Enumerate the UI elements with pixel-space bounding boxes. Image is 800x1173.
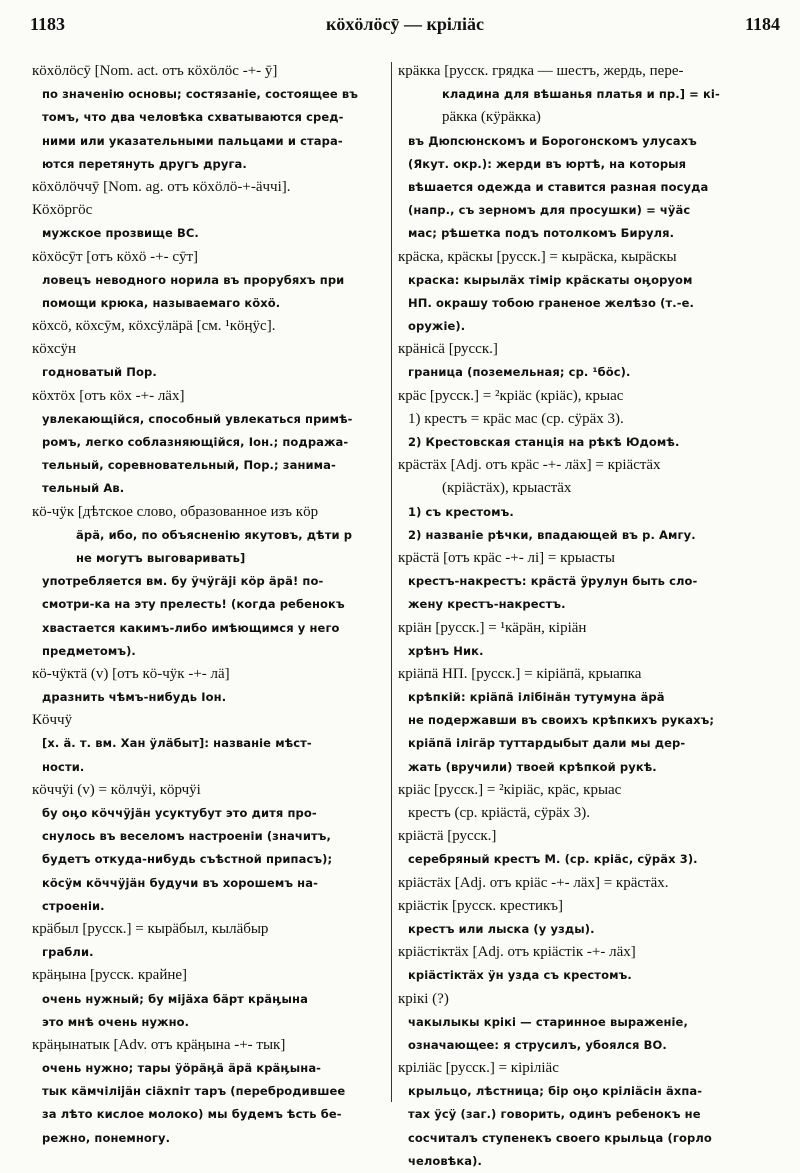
entry-text-line: (Якут. окр.): жерди въ юртѣ, на которыя <box>408 156 687 171</box>
entry-text-line: кладина для вѣшанья платья и пр.] = кі- <box>442 87 720 102</box>
entry-text-line: чакылыкы крікі — старинное выраженіе, <box>408 1014 688 1029</box>
entry-text-line: снулось въ веселомъ настроеніи (значитъ, <box>42 829 332 844</box>
entry-text-line: 1) крестъ = крӓс мас (ср. сӱрӓх 3). <box>408 410 624 427</box>
entry-headword-line: кріӓпӓ НП. [русск.] = кіріӓпӓ, крыапка <box>398 665 642 682</box>
entry-text-line: будетъ откуда-нибудь съѣстной припасъ); <box>42 852 333 867</box>
entry-headword-line: кріӓстіктӓх [Adj. отъ кріӓстік -+- лӓх] <box>398 944 636 961</box>
entry-text-line: 2) Крестовская станція на рѣкѣ Юдомѣ. <box>408 435 680 449</box>
entry-headword-line: крӓӊына [русск. крайне] <box>32 967 188 984</box>
entry-text-line: НП. окрашу тобою граненое желѣзо (т.-е. <box>408 295 694 310</box>
entry-text-line: по значенію основы; состязаніе, состоящее въ <box>42 87 359 102</box>
entry-text-line: кӧсӱм кӧччӱjӓн будучи въ хорошемъ на- <box>42 875 318 890</box>
entry-text-line: не могутъ выговаривать] <box>76 550 246 565</box>
entry-text-line: кріӓстіктӓх ӱн узда съ крестомъ. <box>408 968 632 983</box>
entry-text-line: 1) съ крестомъ. <box>408 504 514 519</box>
entry-text-line: режно, понемногу. <box>42 1130 171 1145</box>
page-header <box>30 14 780 44</box>
entry-text-line: ромъ, легко соблазняющійся, Іон.; подража- <box>42 435 349 449</box>
entry-headword-line: крӓстӓх [Adj. отъ крӓс -+- лӓх] = кріӓстӓх <box>398 457 661 474</box>
entry-headword-line: крікі (?) <box>398 990 449 1007</box>
entry-text-line: предметомъ). <box>42 643 136 658</box>
entry-text-line: означающее: я струсилъ, убоялся ВО. <box>408 1037 667 1052</box>
entry-headword-line: кӧ-чӱк [дѣтское слово, образованное изъ кӧр <box>32 503 319 520</box>
entry-text-line: крѣпкій: кріӓпӓ ілібінӓн тутумуна ӓрӓ <box>408 690 665 705</box>
entry-text-line: въ Дюпсюнскомъ и Борогонскомъ улусахъ <box>408 133 697 148</box>
entry-text-line: мужское прозвище ВС. <box>42 226 199 241</box>
entry-text-line: серебряный крестъ М. (ср. кріӓс, сӱрӓх 3). <box>408 852 698 867</box>
entry-headword-line: крӓкка [русск. грядка — шестъ, жердь, пере- <box>398 63 684 79</box>
entry-headword-line: крӓс [русск.] = ²кріӓс (кріӓс), крыас <box>398 387 624 404</box>
entry-headword-line: кріӓс [русск.] = ²кіріӓс, крӓс, крыас <box>398 781 622 798</box>
entry-text-line: рӓкка (кӱрӓкка) <box>442 109 541 126</box>
entry-text-line: ловецъ неводного норила въ прорубяхъ при <box>42 272 345 287</box>
entry-text-line: это мнѣ очень нужно. <box>42 1014 190 1029</box>
entry-headword-line: кӧччӱі (v) = кӧлчӱі, кӧрчӱі <box>32 781 201 798</box>
entry-headword-line: кӧхӧсӯт [отъ кӧхӧ -+- сӯт] <box>32 248 199 265</box>
entry-text-line: крестъ (ср. кріӓстӓ, сӱрӓх 3). <box>408 805 590 821</box>
entry-text-line: ются перетянуть другъ друга. <box>42 156 247 171</box>
entry-text-line: очень нужный; бу міjӓха бӓрт крӓӊына <box>42 991 308 1006</box>
left-column <box>32 60 384 1150</box>
entry-text-line: не подержавши въ своихъ крѣпкихъ рукахъ; <box>408 713 715 728</box>
entry-text-line: человѣка). <box>408 1153 482 1168</box>
entry-text-line: кріӓпӓ ілігӓр туттардыбыт дали мы дер- <box>408 736 686 751</box>
entry-text-line: смотри-ка на эту прелесть! (когда ребенокъ <box>42 597 345 612</box>
entry-headword-line: крӓӊынатык [Adv. отъ крӓӊына -+- тык] <box>32 1036 286 1053</box>
entry-text-line: крестъ-накрестъ: крӓстӓ ӱрулун быть сло- <box>408 574 698 589</box>
entry-text-line: хвастается какимъ-либо имѣющимся у него <box>42 620 340 635</box>
entry-text-line: томъ, что два человѣка схватываются сред- <box>42 110 344 125</box>
entry-text-line: вѣшается одежда и ставится разная посуда <box>408 179 709 194</box>
entry-headword-line: кріӓстік [русск. крестикъ] <box>398 897 564 914</box>
running-title: кӧхӧлӧсӯ — кріліӓс <box>326 14 484 34</box>
entry-text-line: [х. ӓ. т. вм. Хан ӱлӓбыт]: названіе мѣст- <box>42 736 312 751</box>
entry-headword-line: кріліӓс [русск.] = кіріліӓс <box>398 1060 559 1077</box>
page-number-right: 1184 <box>744 14 780 34</box>
entry-headword-line: кӧхсӧ, кӧхсӯм, кӧхсӱлӓрӓ [см. ¹кӧӊӱс]. <box>32 318 276 335</box>
entry-headword-line: крӓбыл [русск.] = кырӓбыл, кылӓбыр <box>32 920 269 937</box>
entry-headword-line: кӧхӧлӧсӯ [Nom. act. отъ кӧхӧлӧс -+- ӯ] <box>32 63 278 79</box>
entry-headword-line: кӧ-чӱктӓ (v) [отъ кӧ-чӱк -+- лӓ] <box>32 665 230 682</box>
entry-text-line: за лѣто кислое молоко) мы будемъ ѣсть бе- <box>42 1107 342 1122</box>
entry-text-line: сосчиталъ ступенекъ своего крыльца (горло <box>408 1130 712 1145</box>
entry-text-line: употребляется вм. бу ӱчӱгӓjі кӧр ӓрӓ! по- <box>42 574 324 589</box>
entry-text-line: краска: кырылӓх тімір крӓскаты оӊоруом <box>408 272 693 287</box>
entry-text-line: граница (поземельная; ср. ¹бӧс). <box>408 365 631 380</box>
entry-text-line: (напр., съ зерномъ для просушки) = чӱӓс <box>408 203 691 218</box>
entry-headword-line: кӧхсӱн <box>32 341 77 358</box>
entry-text-line: крестъ или лыска (у узды). <box>408 921 595 936</box>
entry-text-line: помощи крюка, называемаго кӧхӧ. <box>42 295 281 310</box>
entry-headword-line: кӧхтӧх [отъ кӧх -+- лӓх] <box>32 387 185 404</box>
entry-text-line: жену крестъ-накрестъ. <box>408 597 566 612</box>
entry-text-line: хрѣнъ Ник. <box>408 643 484 658</box>
entry-text-line: строеніи. <box>42 898 105 913</box>
entry-text-line: годноватый Пор. <box>42 365 157 380</box>
entry-headword-line: Кӧччӱ <box>32 712 73 729</box>
entry-text-line: крыльцо, лѣстница; бір оӊо кріліӓсін ӓхпа- <box>408 1084 703 1099</box>
entry-text-line: тах ӱсӱ (заг.) говорить, одинъ ребенокъ не <box>408 1107 701 1122</box>
entry-text-line: дразнить чѣмъ-нибудь Іон. <box>42 690 227 705</box>
entry-text-line: ӓрӓ, ибо, по объясненію якутовъ, дѣти р <box>76 527 353 542</box>
entry-headword-line: крӓска, крӓскы [русск.] = кырӓска, кырӓскы <box>398 248 677 265</box>
entry-text-line: бу оӊо кӧччӱjӓн усуктубут это дитя про- <box>42 806 317 820</box>
entry-text-line: грабли. <box>42 945 94 960</box>
entry-headword-line: крӓстӓ [отъ крӓс -+- лі] = крыасты <box>398 549 615 566</box>
entry-text-line: тельный Ав. <box>42 481 125 496</box>
right-column <box>398 60 778 1173</box>
entry-headword-line: кріӓстӓ [русск.] <box>398 828 497 845</box>
entry-text-line: увлекающійся, способный увлекаться примѣ- <box>42 411 353 426</box>
column-divider <box>391 62 392 1102</box>
entry-headword-line: кріӓн [русск.] = ¹кӓрӓн, кіріӓн <box>398 619 587 636</box>
page-number-left: 1183 <box>30 14 66 34</box>
entry-text-line: мас; рѣшетка подъ потолкомъ Бируля. <box>408 226 675 241</box>
entry-headword-line: кӧхӧлӧччӯ [Nom. ag. отъ кӧхӧлӧ-+-ӓччі]. <box>32 178 291 195</box>
entry-text-line: жать (вручили) твоей крѣпкой рукѣ. <box>408 759 657 774</box>
entry-text-line: 2) названіе рѣчки, впадающей въ р. Амгу. <box>408 527 696 542</box>
entry-text-line: ними или указательными пальцами и стара- <box>42 133 343 148</box>
entry-text-line: тык кӓмчіліjӓн сіӓхпіт таръ (перебродившее <box>42 1084 346 1099</box>
entry-text-line: ности. <box>42 759 85 774</box>
entry-text-line: оружіе). <box>408 319 466 334</box>
entry-headword-line: Кӧхӧргӧс <box>32 202 93 219</box>
entry-headword-line: кріӓстӓх [Adj. отъ кріӓс -+- лӓх] = крӓстӓх. <box>398 874 669 891</box>
entry-text-line: тельный, соревновательный, Пор.; занима- <box>42 458 336 473</box>
entry-headword-line: крӓнісӓ [русск.] <box>398 341 498 358</box>
entry-text-line: (кріӓстӓх), крыастӓх <box>442 480 572 497</box>
entry-text-line: очень нужно; тары ӱӧрӓӊӓ ӓрӓ крӓӊына- <box>42 1061 322 1076</box>
